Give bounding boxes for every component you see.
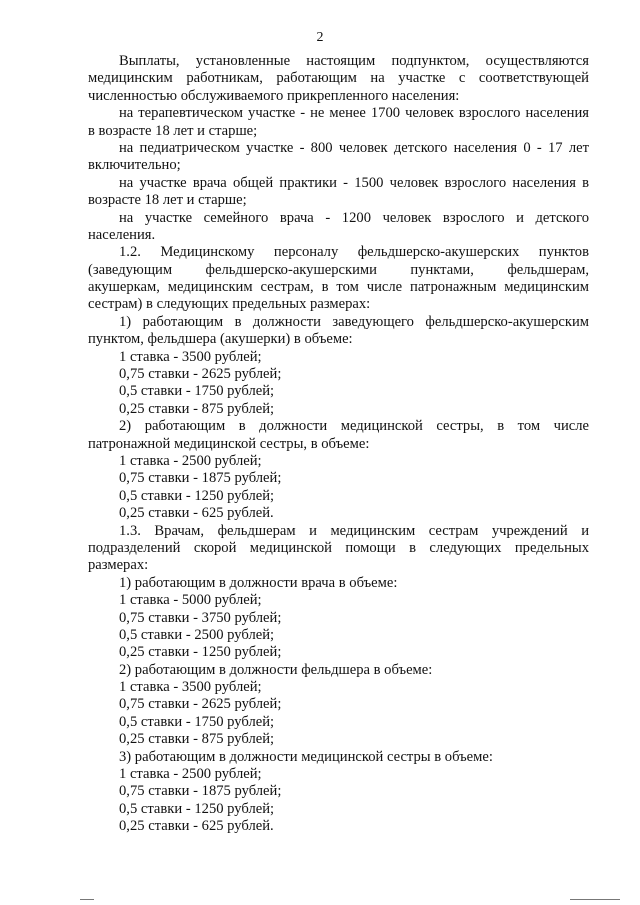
text-line: 0,25 ставки - 1250 рублей; <box>119 644 282 661</box>
text-line: размерах: <box>88 557 149 574</box>
text-line: на участке семейного врача - 1200 человек взрослого и детского <box>119 209 589 226</box>
text-line: на участке врача общей практики - 1500 человек взрослого населения в <box>119 174 589 191</box>
text-line: 0,5 ставки - 2500 рублей; <box>119 626 275 643</box>
text-line: 0,25 ставки - 875 рублей; <box>119 731 275 748</box>
text-line: на педиатрическом участке - 800 человек детского населения 0 - 17 лет <box>119 139 589 156</box>
text-line: включительно; <box>88 157 181 174</box>
text-line: населения. <box>88 226 156 243</box>
text-line: возрасте 18 лет и старше; <box>88 192 247 209</box>
text-line: 0,75 ставки - 2625 рублей; <box>119 696 282 713</box>
text-line: (заведующим фельдшерско-акушерскими пунктами, фельдшерам, <box>88 261 589 278</box>
text-line: численностью обслуживаемого прикрепленного населения: <box>88 87 460 104</box>
text-line: 0,5 ставки - 1250 рублей; <box>119 487 275 504</box>
page-number: 2 <box>316 30 324 45</box>
text-line: 0,5 ставки - 1750 рублей; <box>119 383 275 400</box>
scan-artifact <box>570 899 620 900</box>
text-line: 1 ставка - 2500 рублей; <box>119 452 262 469</box>
text-line: 0,25 ставки - 625 рублей. <box>119 505 274 522</box>
text-line: акушеркам, медицинским сестрам, в том числе патронажным медицинским <box>88 279 589 296</box>
text-line: 0,5 ставки - 1750 рублей; <box>119 713 275 730</box>
text-line: пунктом, фельдшера (акушерки) в объеме: <box>88 331 353 348</box>
text-line: медицинским работникам, работающим на участке с соответствующей <box>88 70 589 87</box>
text-line: 1 ставка - 2500 рублей; <box>119 766 262 783</box>
text-line: патронажной медицинской сестры, в объеме: <box>88 435 370 452</box>
text-line: в возрасте 18 лет и старше; <box>88 122 258 139</box>
text-line: сестрам) в следующих предельных размерах: <box>88 296 371 313</box>
text-line: 0,25 ставки - 875 рублей; <box>119 400 275 417</box>
text-line: 1 ставка - 5000 рублей; <box>119 592 262 609</box>
text-line: 0,75 ставки - 1875 рублей; <box>119 470 282 487</box>
text-line: 3) работающим в должности медицинской сестры в объеме: <box>119 748 493 765</box>
text-line: 1) работающим в должности врача в объеме: <box>119 574 398 591</box>
text-line: 1 ставка - 3500 рублей; <box>119 679 262 696</box>
text-line: 0,75 ставки - 2625 рублей; <box>119 366 282 383</box>
scan-artifact <box>80 899 94 900</box>
text-line: 1.2. Медицинскому персоналу фельдшерско-акушерских пунктов <box>119 244 589 261</box>
text-line: Выплаты, установленные настоящим подпунктом, осуществляются <box>119 53 589 69</box>
text-line: 0,5 ставки - 1250 рублей; <box>119 800 275 817</box>
text-line: 2) работающим в должности медицинской сестры, в том числе <box>119 418 589 435</box>
text-line: 2) работающим в должности фельдшера в объеме: <box>119 661 433 678</box>
text-line: 1 ставка - 3500 рублей; <box>119 348 262 365</box>
text-line: 1.3. Врачам, фельдшерам и медицинским сестрам учреждений и <box>119 522 589 539</box>
text-line: 1) работающим в должности заведующего фельдшерско-акушерским <box>119 313 589 330</box>
text-line: на терапевтическом участке - не менее 1700 человек взрослого населения <box>119 105 589 122</box>
text-line: 0,75 ставки - 1875 рублей; <box>119 783 282 800</box>
text-line: подразделений скорой медицинской помощи в следующих предельных <box>88 539 589 556</box>
text-line: 0,25 ставки - 625 рублей. <box>119 818 274 835</box>
text-line: 0,75 ставки - 3750 рублей; <box>119 609 282 626</box>
document-body <box>88 53 589 836</box>
